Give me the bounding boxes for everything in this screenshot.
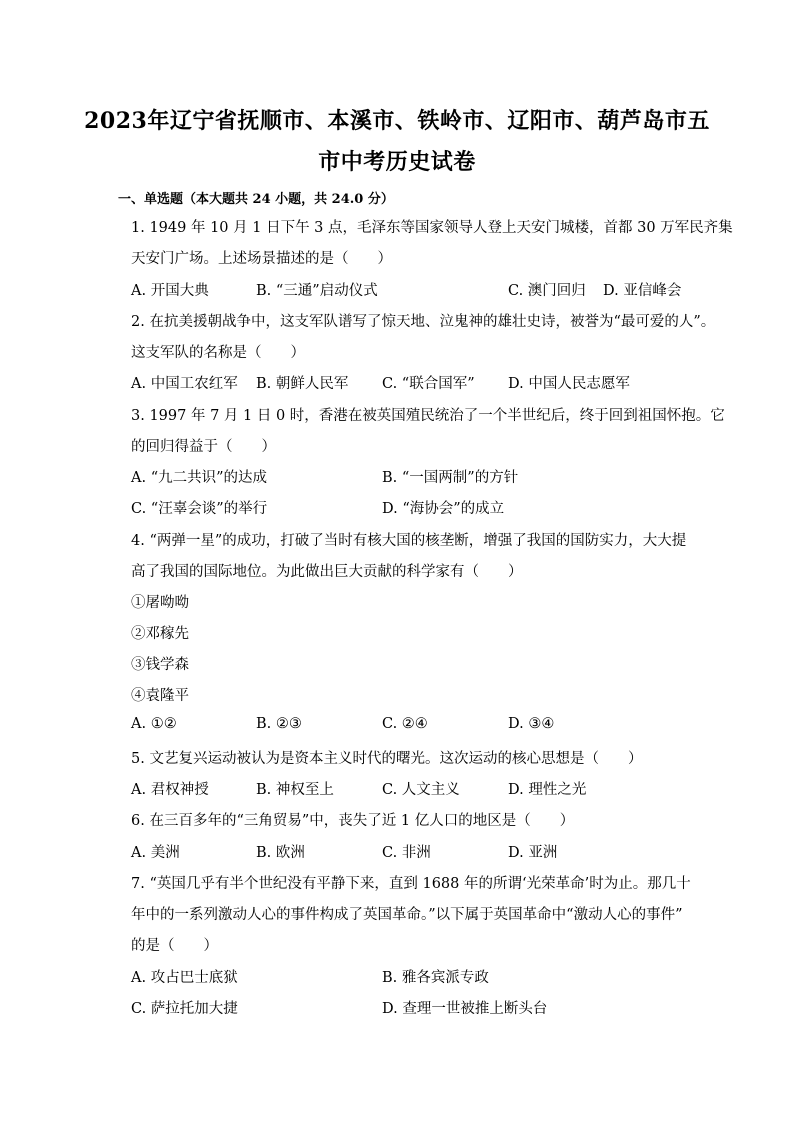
question-5-option-c: C. 人文主义 — [382, 782, 460, 798]
question-7-stem: 的是（ ） — [131, 938, 218, 954]
question-4-item: ①屠呦呦 — [131, 595, 189, 611]
question-6-option-d: D. 亚洲 — [508, 845, 558, 861]
question-3-stem: 3. 1997 年 7 月 1 日 0 时，香港在被英国殖民统治了一个半世纪后，终于回到祖国怀抱。它 — [131, 408, 725, 424]
question-2-option-b: B. 朝鲜人民军 — [256, 376, 349, 392]
question-3-option-c: C. “汪辜会谈”的举行 — [131, 501, 268, 517]
exam-title-line2: 市中考历史试卷 — [318, 149, 476, 175]
question-2-option-a: A. 中国工农红军 — [131, 376, 238, 392]
question-1-option-b: B. “三通”启动仪式 — [256, 283, 378, 299]
question-4-stem: 4. “两弹一星”的成功，打破了当时有核大国的核垄断，增强了我国的国防实力，大大提 — [131, 533, 687, 549]
question-5-option-a: A. 君权神授 — [131, 782, 209, 798]
question-6-option-a: A. 美洲 — [131, 845, 180, 861]
question-1-stem: 天安门广场。上述场景描述的是（ ） — [131, 251, 392, 267]
question-3-stem: 的回归得益于（ ） — [131, 439, 276, 455]
question-1-option-c: C. 澳门回归 — [508, 283, 586, 299]
question-4-option-b: B. ②③ — [256, 716, 302, 732]
question-5-stem: 5. 文艺复兴运动被认为是资本主义时代的曙光。这次运动的核心思想是（ ） — [131, 751, 643, 767]
question-4-option-c: C. ②④ — [382, 716, 428, 732]
question-6-option-c: C. 非洲 — [382, 845, 431, 861]
question-7-stem: 年中的一系列激动人心的事件构成了英国革命。”以下属于英国革命中“激动人心的事件” — [131, 907, 683, 923]
question-6-stem: 6. 在三百多年的“三角贸易”中，丧失了近 1 亿人口的地区是（ ） — [131, 813, 575, 829]
question-4-item: ④袁隆平 — [131, 688, 189, 704]
question-6-option-b: B. 欧洲 — [256, 845, 305, 861]
question-2-stem: 这支军队的名称是（ ） — [131, 345, 305, 361]
question-7-option-b: B. 雅各宾派专政 — [382, 970, 489, 986]
question-4-item: ③钱学森 — [131, 657, 189, 673]
section-heading: 一、单选题（本大题共 24 小题，共 24.0 分） — [118, 192, 394, 207]
question-4-option-a: A. ①② — [131, 716, 177, 732]
question-1-stem: 1. 1949 年 10 月 1 日下午 3 点，毛泽东等国家领导人登上天安门城楼，首都 30 万军民齐集 — [131, 220, 733, 236]
question-2-stem: 2. 在抗美援朝战争中，这支军队谱写了惊天地、泣鬼神的雄壮史诗，被誉为“最可爱的人”。 — [131, 314, 716, 330]
question-1-option-d: D. 亚信峰会 — [603, 283, 682, 299]
question-3-option-d: D. “海协会”的成立 — [382, 501, 505, 517]
question-7-option-d: D. 查理一世被推上断头台 — [382, 1001, 548, 1017]
question-4-item: ②邓稼先 — [131, 626, 189, 642]
question-2-option-d: D. 中国人民志愿军 — [508, 376, 630, 392]
question-5-option-b: B. 神权至上 — [256, 782, 334, 798]
exam-title-line1: 2023年辽宁省抚顺市、本溪市、铁岭市、辽阳市、葫芦岛市五 — [84, 108, 710, 134]
question-7-option-c: C. 萨拉托加大捷 — [131, 1001, 238, 1017]
question-7-stem: 7. “英国几乎有半个世纪没有平静下来，直到 1688 年的所谓‘光荣革命’时为止。那几十 — [131, 876, 691, 892]
question-5-option-d: D. 理性之光 — [508, 782, 587, 798]
question-4-stem: 高了我国的国际地位。为此做出巨大贡献的科学家有（ ） — [131, 564, 523, 580]
question-1-option-a: A. 开国大典 — [131, 283, 209, 299]
question-3-option-b: B. “一国两制”的方针 — [382, 470, 519, 486]
question-2-option-c: C. “联合国军” — [382, 376, 475, 392]
question-7-option-a: A. 攻占巴士底狱 — [131, 970, 238, 986]
question-3-option-a: A. “九二共识”的达成 — [131, 470, 268, 486]
question-4-option-d: D. ③④ — [508, 716, 555, 732]
